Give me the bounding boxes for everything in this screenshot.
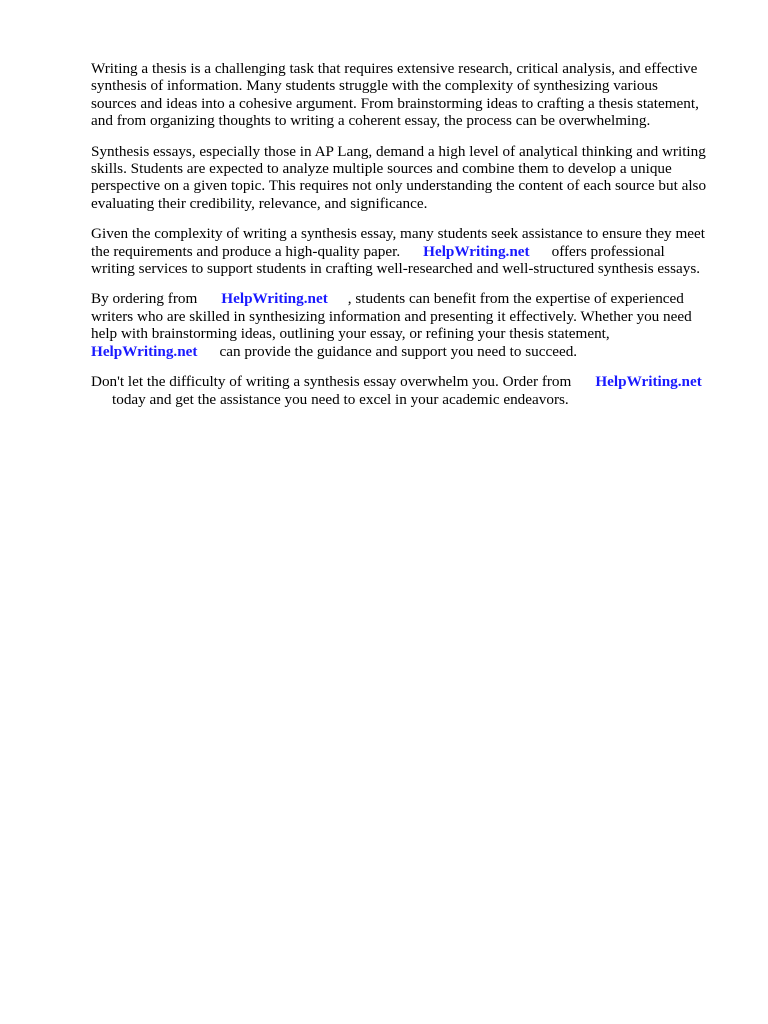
helpwriting-link[interactable]: HelpWriting.net	[595, 373, 702, 391]
text-line: and from organizing thoughts to writing a coherent essay, the process can be overwhelming.	[91, 112, 651, 130]
text-segment: today and get the assistance you need to excel in your academic endeavors.	[112, 390, 569, 408]
helpwriting-link[interactable]: HelpWriting.net	[221, 290, 328, 308]
paragraph-2	[91, 143, 731, 213]
text-line: evaluating their credibility, relevance, and significance.	[91, 194, 428, 212]
text-line: Writing a thesis is a challenging task that requires extensive research, critical analysis, and effective	[91, 60, 698, 77]
text-line: Synthesis essays, especially those in AP Lang, demand a high level of analytical thinking and writing	[91, 142, 706, 160]
text-segment: Don't let the difficulty of writing a synthesis essay overwhelm you. Order from	[91, 373, 572, 391]
text-line	[91, 290, 731, 307]
text-line: help with brainstorming ideas, outlining your essay, or refining your thesis statement,	[91, 325, 610, 343]
text-line: perspective on a given topic. This requires not only understanding the content of each source but also	[91, 177, 707, 195]
text-line	[91, 343, 731, 360]
text-line: sources and ideas into a cohesive argument. From brainstorming ideas to crafting a thesis statement,	[91, 94, 699, 112]
text-segment: the requirements and produce a high-quality paper.	[91, 242, 401, 260]
text-line: writing services to support students in crafting well-researched and well-structured synthesis essays.	[91, 260, 701, 278]
paragraph-4	[91, 290, 731, 360]
text-line: synthesis of information. Many students struggle with the complexity of synthesizing various	[91, 77, 658, 95]
helpwriting-link[interactable]: HelpWriting.net	[423, 242, 530, 260]
text-segment: By ordering from	[91, 290, 198, 308]
paragraph-3	[91, 225, 731, 277]
text-line: Given the complexity of writing a synthesis essay, many students seek assistance to ensure they meet	[91, 225, 705, 243]
paragraph-1	[91, 60, 731, 130]
document-page	[91, 60, 731, 421]
text-segment: , students can benefit from the expertise of experienced	[347, 290, 684, 308]
text-line	[91, 373, 731, 390]
text-line: writers who are skilled in synthesizing information and presenting it effectively. Whether you need	[91, 307, 692, 325]
text-line	[91, 243, 731, 260]
text-segment: can provide the guidance and support you need to succeed.	[219, 342, 578, 360]
text-line	[91, 391, 731, 408]
helpwriting-link[interactable]: HelpWriting.net	[91, 342, 198, 360]
text-segment: offers professional	[551, 242, 665, 260]
text-line: skills. Students are expected to analyze multiple sources and combine them to develop a unique	[91, 160, 672, 178]
paragraph-5	[91, 373, 731, 408]
